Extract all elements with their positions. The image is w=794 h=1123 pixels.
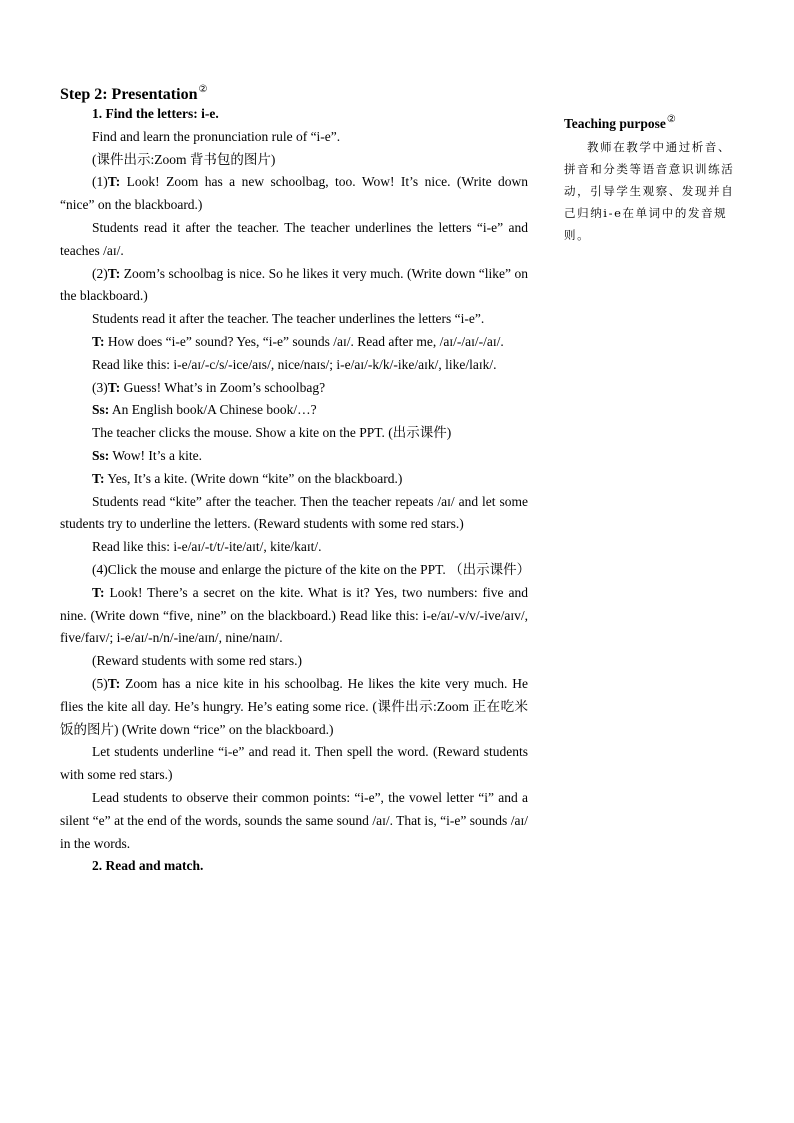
page-title-text: Step 2: Presentation: [60, 86, 198, 103]
paragraph: Ss: Wow! It’s a kite.: [92, 447, 203, 463]
paragraph: Find and learn the pronunciation rule of “i-e”.: [92, 128, 341, 144]
paragraph: T: Yes, It’s a kite. (Write down “kite” on the blackboard.): [92, 470, 403, 486]
paragraph: (3)T: Guess! What’s in Zoom’s schoolbag?: [92, 379, 326, 395]
paragraph: (课件出示:Zoom 背书包的图片): [92, 151, 276, 167]
section-title-2: 2. Read and match.: [92, 858, 204, 874]
footnote-mark: ②: [666, 114, 676, 125]
paragraph: Students read “kite” after the teacher. Then the teacher repeats /aɪ/ and let some students try to underline the letters. (Reward students with some red stars.): [60, 493, 528, 532]
paragraph: (Reward students with some red stars.): [92, 653, 302, 669]
paragraph: T: How does “i-e” sound? Yes, “i-e” sounds /aɪ/. Read after me, /aɪ/-/aɪ/-/aɪ/.: [92, 333, 504, 349]
paragraph: Students read it after the teacher. The teacher underlines the letters “i-e”.: [92, 311, 485, 327]
paragraph: Read like this: i-e/aɪ/-t/t/-ite/aɪt/, kite/kaɪt/.: [92, 539, 322, 555]
speaker-label: T:: [92, 470, 105, 486]
paragraph: Students read it after the teacher. The teacher underlines the letters “i-e” and teaches /aɪ/.: [60, 219, 528, 258]
note-title: Teaching purpose②: [564, 114, 676, 131]
speaker-label: T:: [92, 333, 105, 349]
note-text: 教师在教学中通过析音、拼音和分类等语音意识训练活动，引导学生观察、发现并自己归纳i-e在单词中的发音规则。: [564, 140, 735, 242]
paragraph: (2)T: Zoom’s schoolbag is nice. So he likes it very much. (Write down “like” on the blackboard.): [60, 265, 528, 304]
speaker-label: Ss:: [92, 402, 110, 418]
speaker-label: T:: [107, 675, 121, 691]
speaker-label: Ss:: [92, 447, 110, 463]
page-title: [60, 78, 528, 102]
paragraph: (5)T: Zoom has a nice kite in his schoolbag. He likes the kite very much. He flies the kite all day. He’s hungry. He’s eating some rice. (课件出示:Zoom 正在吃米饭的图片) (Write down “rice” on the blackboard.): [60, 675, 528, 737]
speaker-label: T:: [107, 379, 121, 395]
paragraph: T: Look! There’s a secret on the kite. What is it? Yes, two numbers: five and nine. (Write down “five, nine” on the blackboard.) Read like this: i-e/aɪ/-v/v/-ive/aɪv/, five/faɪv/; i-e/aɪ/-n/n/-ine/aɪn/, nine/naɪn/.: [60, 584, 528, 646]
speaker-label: T:: [107, 265, 121, 281]
speaker-label: T:: [92, 584, 105, 600]
section-title-1: 1. Find the letters: i-e.: [92, 106, 219, 121]
footnote-mark: ②: [198, 84, 208, 95]
paragraph: (4)Click the mouse and enlarge the picture of the kite on the PPT. （出示课件）: [92, 561, 531, 577]
paragraph: (1)T: Look! Zoom has a new schoolbag, too. Wow! It’s nice. (Write down “nice” on the blackboard.): [60, 174, 528, 213]
paragraph: Let students underline “i-e” and read it. Then spell the word. (Reward students with some red stars.): [60, 744, 528, 783]
speaker-label: T:: [107, 174, 121, 190]
paragraph: The teacher clicks the mouse. Show a kite on the PPT. (出示课件): [92, 425, 452, 441]
paragraph: Lead students to observe their common points: “i-e”, the vowel letter “i” and a silent “e” at the end of the words, sounds the same sound /aɪ/. That is, “i-e” sounds /aɪ/ in the words.: [60, 789, 528, 851]
paragraph: Ss: An English book/A Chinese book/…?: [92, 402, 317, 418]
teaching-purpose-note: [564, 110, 742, 246]
paragraph: Read like this: i-e/aɪ/-c/s/-ice/aɪs/, nice/naɪs/; i-e/aɪ/-k/k/-ike/aɪk/, like/laɪk/.: [92, 356, 497, 372]
main-content: [60, 78, 531, 878]
